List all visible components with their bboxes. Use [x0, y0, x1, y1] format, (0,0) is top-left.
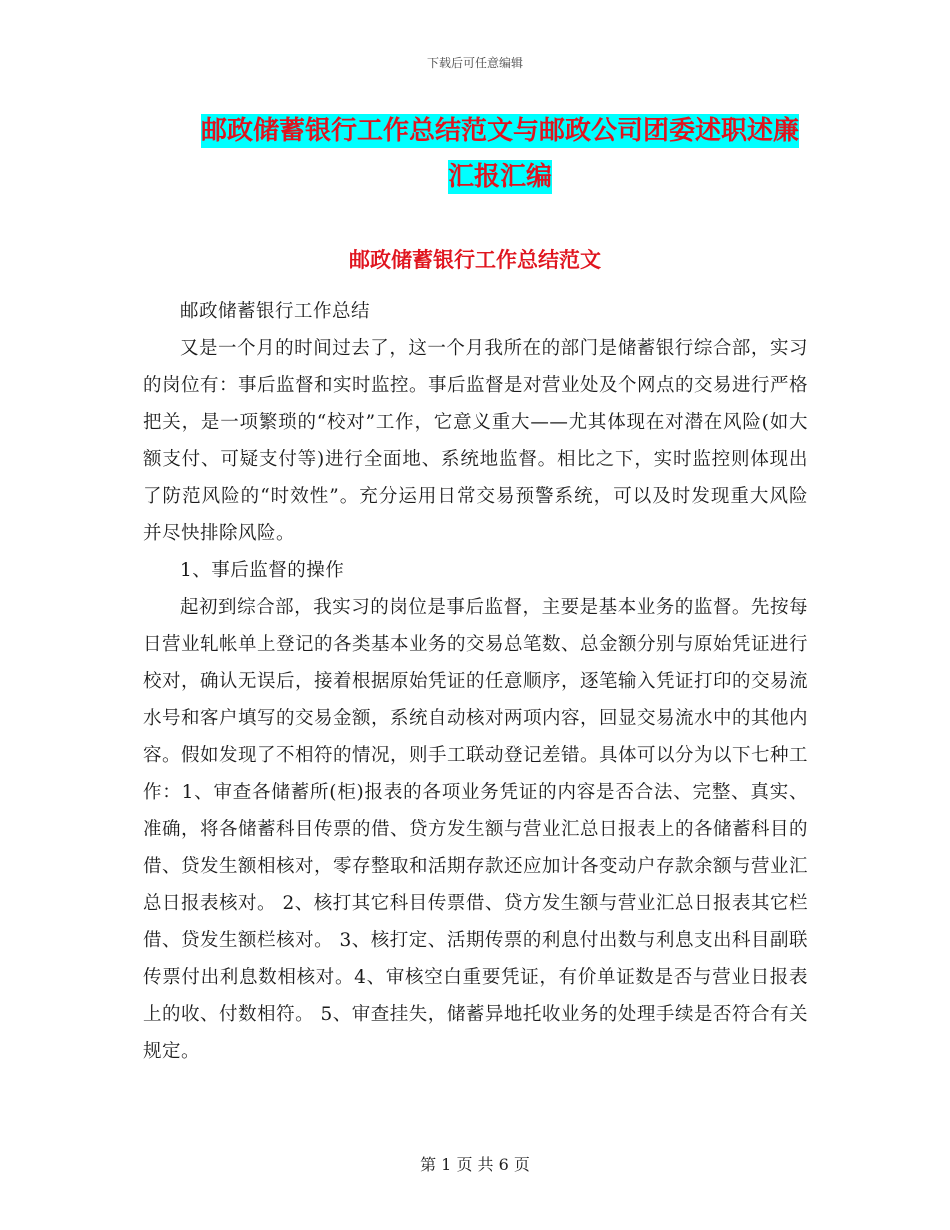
- page-footer: 第 1 页 共 6 页: [420, 1155, 530, 1174]
- document-body: [143, 293, 808, 1070]
- paragraph-details: 起初到综合部，我实习的岗位是事后监督，主要是基本业务的监督。先按每日营业轧帐单上登记的各类基本业务的交易总笔数、总金额分别与原始凭证进行校对，确认无误后，接着根据原始凭证的任意顺序，逐笔输入凭证打印的交易流水号和客户填写的交易金额，系统自动核对两项内容，回显交易流水中的其他内容。假如发现了不相符的情况，则手工联动登记差错。具体可以分为以下七种工作：1、审查各储蓄所(柜)报表的各项业务凭证的内容是否合法、完整、真实、准确，将各储蓄科目传票的借、贷方发生额与营业汇总日报表上的各储蓄科目的借、贷发生额相核对，零存整取和活期存款还应加计各变动户存款余额与营业汇总日报表核对。 2、核打其它科目传票借、贷方发生额与营业汇总日报表其它栏借、贷发生额栏核对。 3、核打定、活期传票的利息付出数与利息支出科目副联传票付出利息数相核对。4、审核空白重要凭证，有价单证数是否与营业日报表上的收、付数相符。 5、审查挂失，储蓄异地托收业务的处理手续是否符合有关规定。: [143, 597, 809, 1062]
- paragraph-subtitle: 邮政储蓄银行工作总结: [180, 301, 371, 322]
- paragraph-heading-1: 1、事后监督的操作: [180, 560, 345, 581]
- header-note: 下载后可任意编辑: [426, 56, 523, 70]
- document-title: [190, 108, 810, 200]
- section-title: 邮政储蓄银行工作总结范文: [349, 248, 601, 272]
- paragraph-intro: 又是一个月的时间过去了，这一个月我所在的部门是储蓄银行综合部，实习的岗位有：事后监督和实时监控。事后监督是对营业处及个网点的交易进行严格把关，是一项繁琐的“校对”工作，它意义重大——尤其体现在对潜在风险(如大额支付、可疑支付等)进行全面地、系统地监督。相比之下，实时监控则体现出了防范风险的“时效性”。充分运用日常交易预警系统，可以及时发现重大风险并尽快排除风险。: [143, 338, 809, 544]
- document-title-text: 邮政储蓄银行工作总结范文与邮政公司团委述职述廉汇报汇编: [200, 116, 799, 192]
